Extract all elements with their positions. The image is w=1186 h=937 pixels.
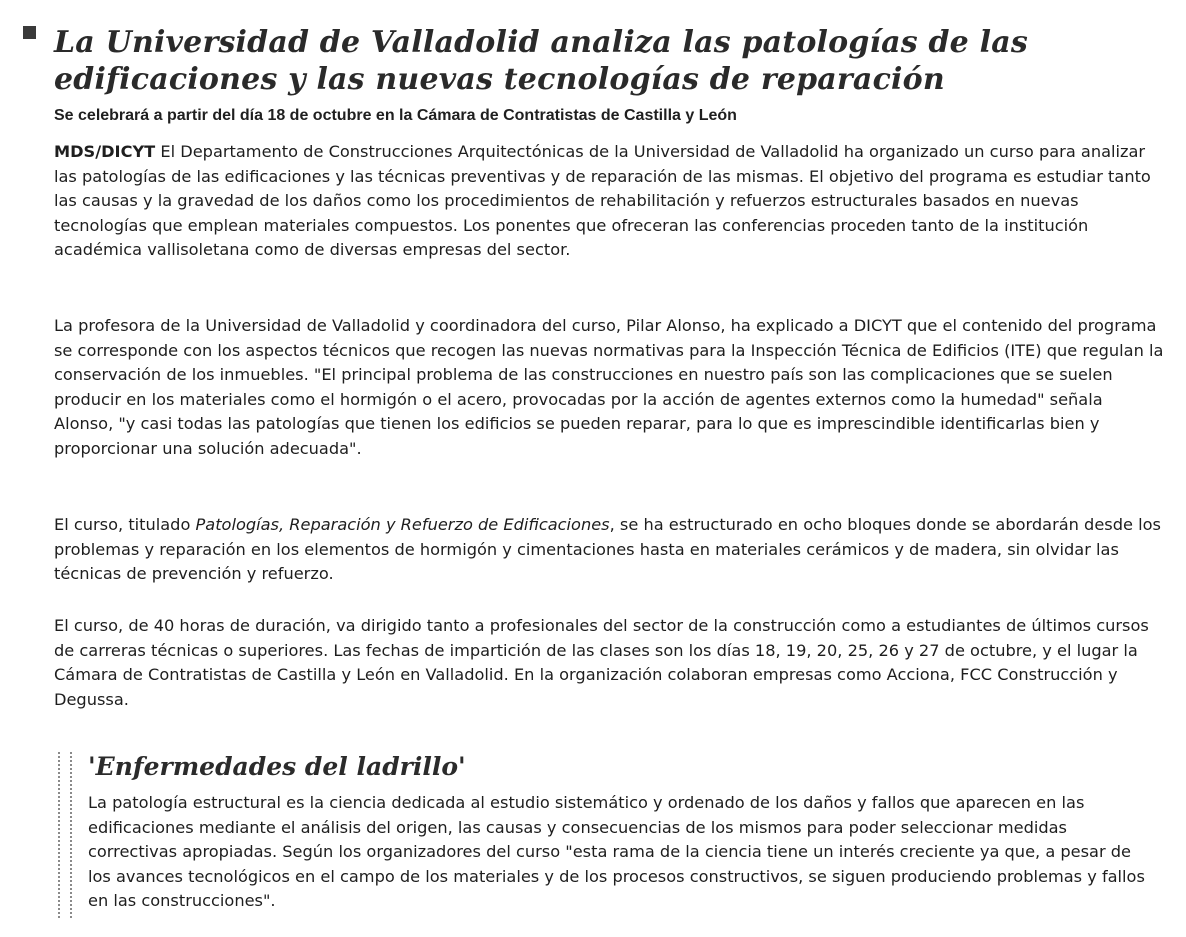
sidebar-box-title: 'Enfermedades del ladrillo' xyxy=(88,752,466,781)
paragraph-1-text: El Departamento de Construcciones Arquitectónicas de la Universidad de Valladolid ha organizado un curso para analizar las patologías de las edificaciones y las técnicas preventivas y de reparación de las mismas. El objetivo del programa es estudiar tanto las causas y la gravedad de los daños como los procedimientos de rehabilitación y refuerzos estructurales basados en nuevas tecnologías que emplean materiales compuestos. Los ponentes que ofreceran las conferencias proceden tanto de la institución académica vallisoletana como de diversas empresas del sector. xyxy=(54,142,1151,260)
article-paragraph-4: El curso, de 40 horas de duración, va dirigido tanto a profesionales del sector de la construcción como a estudiantes de últimos cursos de carreras técnicas o superiores. Las fechas de impartición de las clases son los días 18, 19, 20, 25, 26 y 27 de octubre, y el lugar la Cámara de Contratistas de Castilla y León en Valladolid. En la organización colaboran empresas como Acciona, FCC Construcción y Degussa. xyxy=(54,616,1149,709)
article-subheadline: Se celebrará a partir del día 18 de octubre en la Cámara de Contratistas de Castilla y León xyxy=(54,107,737,124)
article-paragraph-2: La profesora de la Universidad de Valladolid y coordinadora del curso, Pilar Alonso, ha explicado a DICYT que el contenido del programa se corresponde con los aspectos técnicos que recogen las nuevas normativas para la Inspección Técnica de Edificios (ITE) que regulan la conservación de los inmuebles. "El principal problema de las construcciones en nuestro país son las complicaciones que se suelen producir en los materiales como el hormigón o el acero, provocadas por la acción de agentes externos como la humedad" señala Alonso, "y casi todas las patologías que tienen los edificios se pueden reparar, para lo que es imprescindible identificarlas bien y proporcionar una solución adecuada". xyxy=(54,316,1164,458)
article-paragraph-3 xyxy=(54,513,1164,587)
article-dateline: MDS/DICYT xyxy=(54,142,156,161)
sidebar-box-text: La patología estructural es la ciencia dedicada al estudio sistemático y ordenado de los daños y fallos que aparecen en las edificaciones mediante el análisis del origen, las causas y consecuencias de los mismos para poder seleccionar medidas correctivas apropiadas. Según los organizadores del curso "esta rama de la ciencia tiene un interés creciente ya que, a pesar de los avances tecnológicos en el campo de los materiales y de los procesos constructivos, se siguen produciendo problemas y fallos en las construcciones". xyxy=(88,793,1145,911)
article-paragraph-1 xyxy=(54,140,1164,263)
paragraph-3-rest: , se ha estructurado en ocho bloques donde se abordarán desde los problemas y reparación en los elementos de hormigón y cimentaciones hasta en materiales cerámicos y de madera, sin olvidar las técnicas de prevención y refuerzo. xyxy=(54,515,1161,584)
headline-bullet-icon xyxy=(23,26,36,39)
sidebar-box-dotted-border xyxy=(58,752,72,918)
article-headline: La Universidad de Valladolid analiza las patologías de las edificaciones y las nuevas tecnologías de reparación xyxy=(54,25,1028,97)
paragraph-3-lead: El curso, titulado xyxy=(54,515,196,534)
course-title: Patologías, Reparación y Refuerzo de Edificaciones xyxy=(195,515,610,534)
sidebar-box xyxy=(58,748,1158,923)
